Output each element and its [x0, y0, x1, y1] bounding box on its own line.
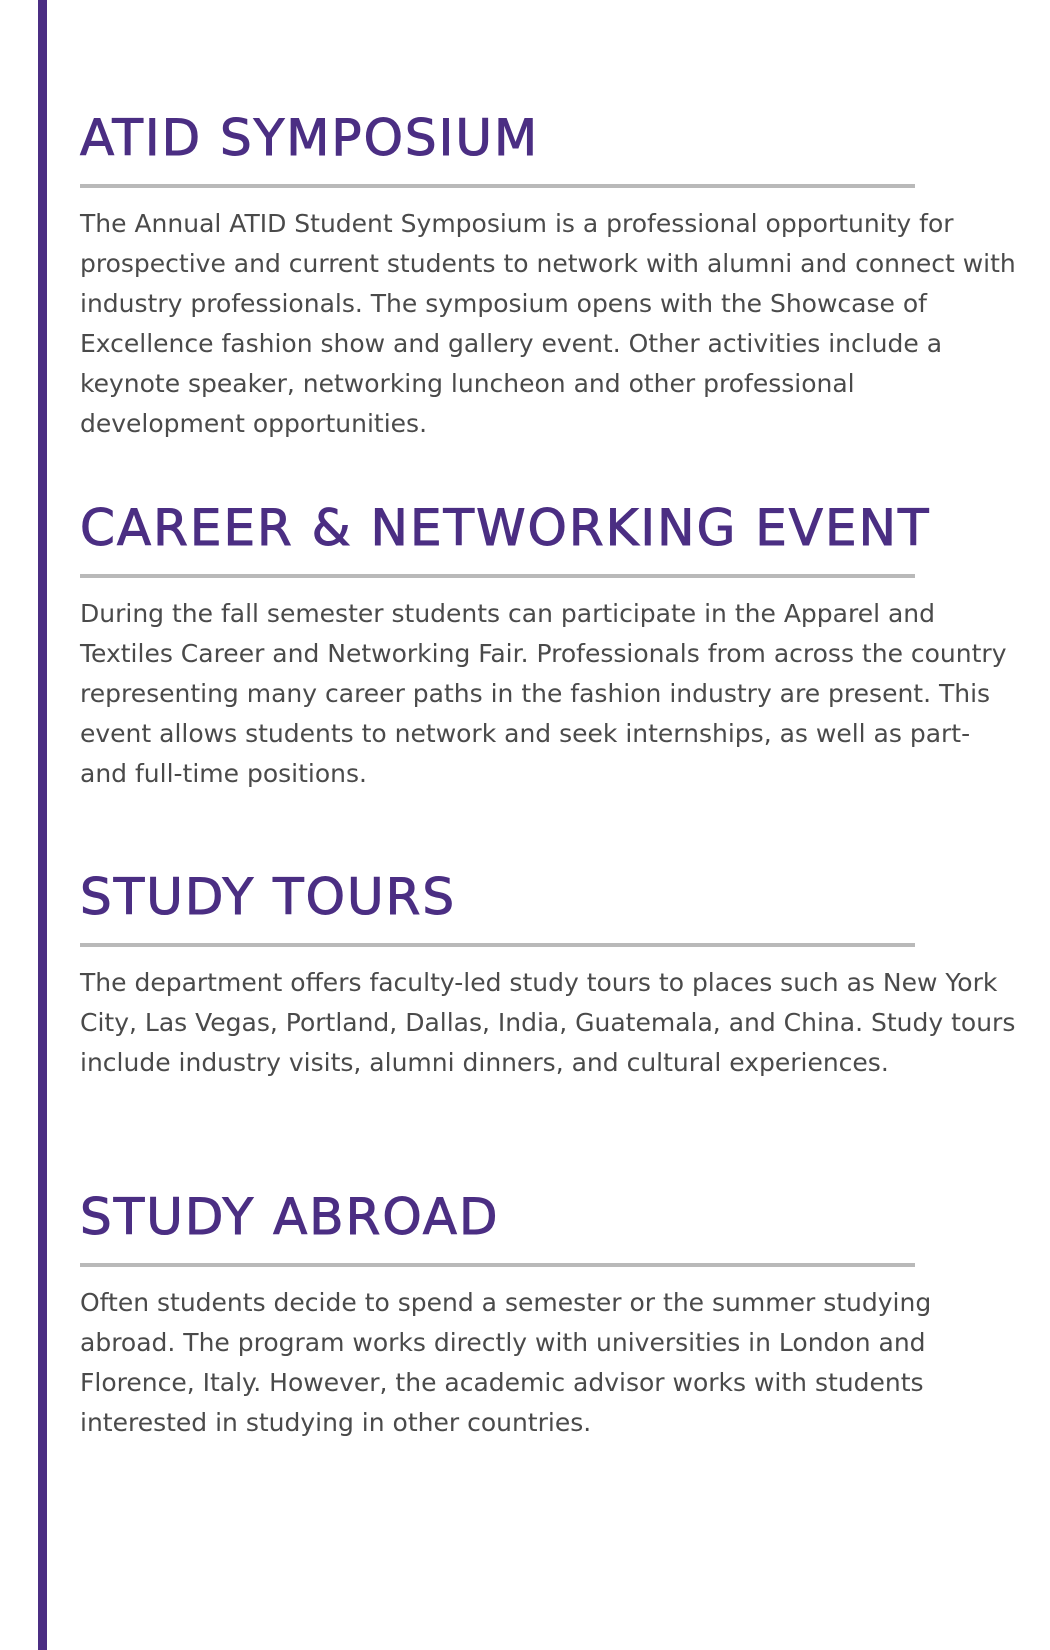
section-divider — [80, 1263, 915, 1267]
section-study-abroad — [80, 1187, 1030, 1443]
section-career-networking-event — [80, 498, 1030, 794]
section-heading: STUDY ABROAD — [80, 1188, 500, 1246]
section-body: The Annual ATID Student Symposium is a professional opportunity for prospective and current students to network with alumni and connect with industry professionals. The symposium opens with the Showcase of Excellence fashion show and gallery event. Other activities include a keynote speaker, networking luncheon and other professional development opportunities. — [80, 209, 1016, 438]
section-atid-symposium — [80, 108, 1030, 444]
section-divider — [80, 943, 915, 947]
section-body: The department offers faculty-led study tours to places such as New York City, Las Vegas, Portland, Dallas, India, Guatemala, and China. Study tours include industry visits, alumni dinners, and cultural experiences. — [80, 968, 1016, 1077]
section-divider — [80, 574, 915, 578]
section-heading: ATID SYMPOSIUM — [80, 109, 540, 167]
section-body: Often students decide to spend a semester or the summer studying abroad. The program works directly with universities in London and Florence, Italy. However, the academic advisor works with students interested in studying in other countries. — [80, 1288, 932, 1437]
section-heading: STUDY TOURS — [80, 868, 457, 926]
section-body: During the fall semester students can participate in the Apparel and Textiles Career and Networking Fair. Professionals from across the country representing many career paths in the fashion industry are present. This event allows students to network and seek internships, as well as part- and full-time positions. — [80, 599, 1007, 788]
left-accent-bar — [38, 0, 47, 1650]
section-heading: CAREER & NETWORKING EVENT — [80, 499, 931, 557]
section-divider — [80, 184, 915, 188]
section-study-tours — [80, 867, 1030, 1083]
